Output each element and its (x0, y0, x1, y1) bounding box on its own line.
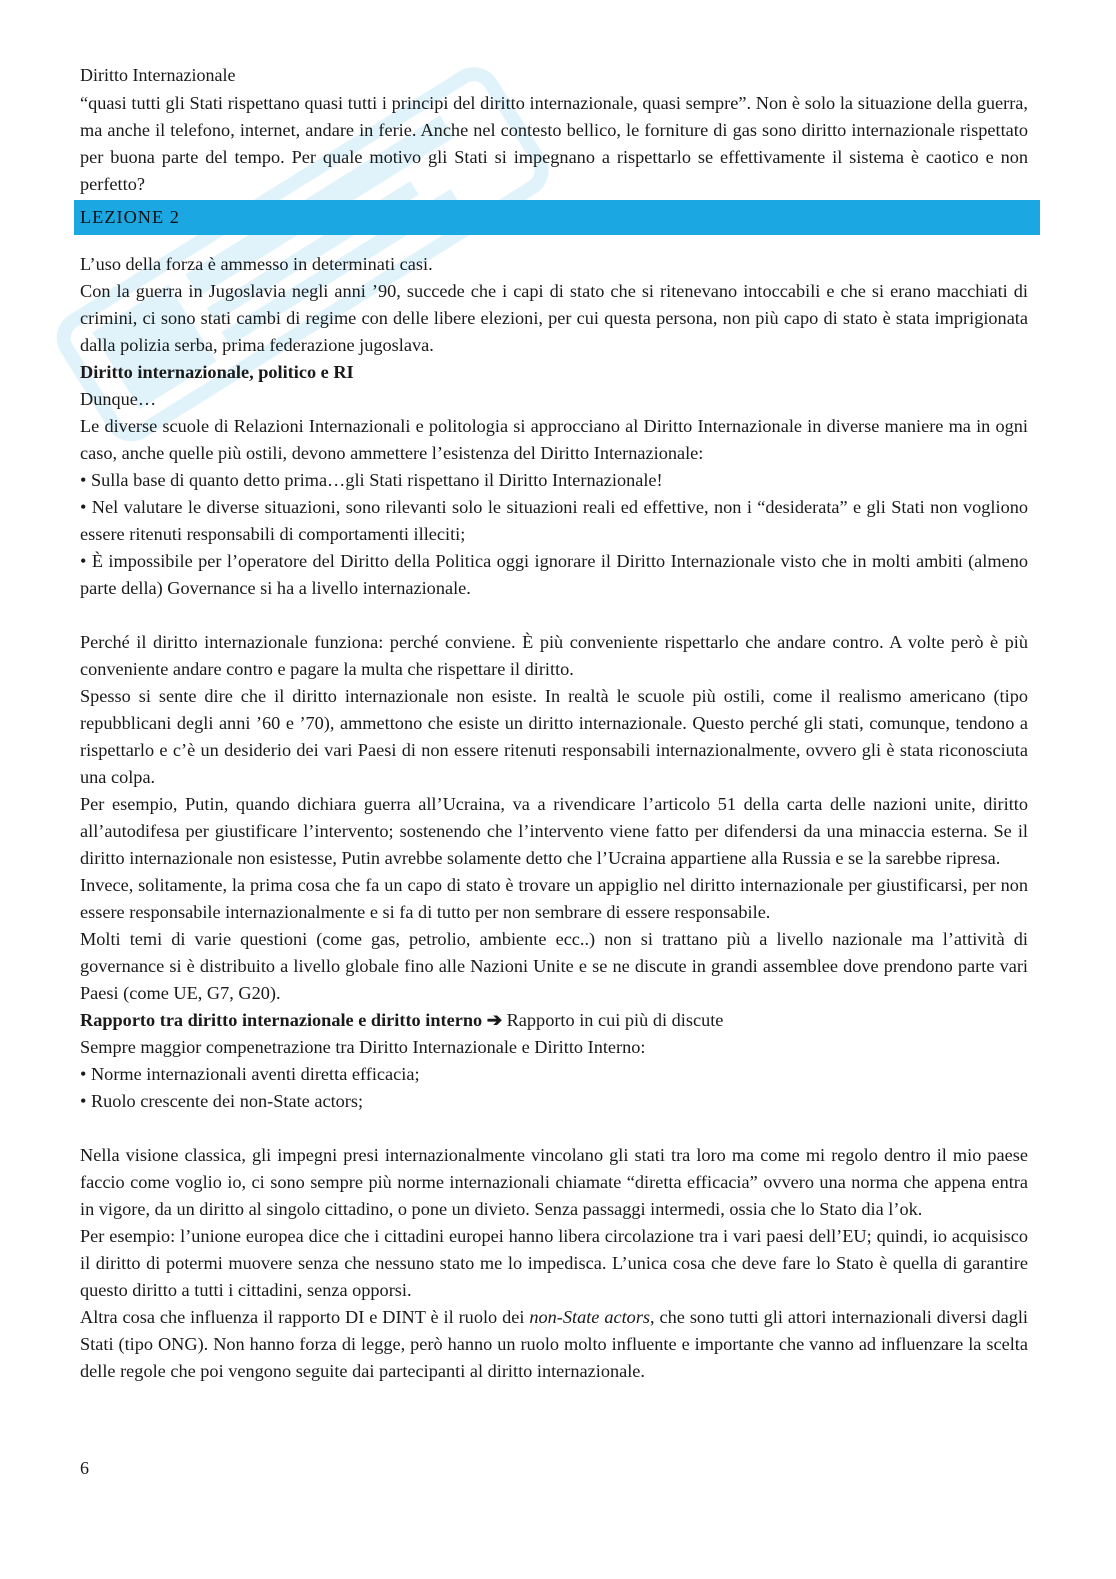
bullet-item: • Ruolo crescente dei non-State actors; (80, 1091, 364, 1111)
section2-p4: Spesso si sente dire che il diritto internazionale non esiste. In realtà le scuole più ostili, come il realismo americano (tipo repubblicani degli anni ’60 e ’70), ammettono che esiste un diritto internazionale. Questo perché gli stati, comunque, tendono a rispettarlo e c’è un desiderio dei vari Paesi di non essere ritenuti responsabili internazionalmente, ovvero gli è stata riconosciuta una colpa. (80, 686, 1028, 787)
section2-p5: Per esempio, Putin, quando dichiara guerra all’Ucraina, va a rivendicare l’articolo 51 della carta delle nazioni unite, diritto all’autodifesa per giustificare l’intervento; sostenendo che l’intervento viene fatto per difendersi da una minaccia esterna. Se il diritto internazionale non esistesse, Putin avrebbe solamente detto che l’Ucraina appartiene alla Russia e se la sarebbe ripresa. (80, 794, 1028, 868)
section3-p3: Per esempio: l’unione europea dice che i cittadini europei hanno libera circolazione tra i vari paesi dell’EU; quindi, io acquisisco il diritto di potermi muovere senza che nessuno stato me lo impedisca. L’unica cosa che deve fare lo Stato è quella di garantire questo diritto a tutti i cittadini, senza opporsi. (80, 1226, 1028, 1300)
arrow-right-icon: ➔ (486, 1010, 503, 1030)
document-page (80, 62, 1028, 1385)
section3-heading-rest: Rapporto in cui più di discute (506, 1010, 724, 1030)
section2-heading: Diritto internazionale, politico e RI (80, 362, 354, 382)
bullet-item: • Norme internazionali aventi diretta efficacia; (80, 1064, 420, 1084)
section1-p1: L’uso della forza è ammesso in determinati casi. (80, 254, 433, 274)
spacer (80, 1115, 1028, 1142)
section2-p7: Molti temi di varie questioni (come gas, petrolio, ambiente ecc..) non si trattano più a livello nazionale ma l’attività di governance si è distribuito a livello globale fino alle Nazioni Unite e se ne discute in grandi assemblee dove prendono parte vari Paesi (come UE, G7, G20). (80, 929, 1028, 1003)
section3-p4 (80, 1304, 1028, 1385)
lesson-title-bar: LEZIONE 2 (74, 200, 1040, 235)
bullet-item: • Sulla base di quanto detto prima…gli Stati rispettano il Diritto Internazionale! (80, 470, 663, 490)
bullet-item: • Nel valutare le diverse situazioni, sono rilevanti solo le situazioni reali ed effettive, non i “desiderata” e gli Stati non vogliono essere ritenuti responsabili di comportamenti illeciti; (80, 497, 1028, 544)
section2-p3: Perché il diritto internazionale funziona: perché conviene. È più conveniente rispettarlo che andare contro. A volte però è più conveniente andare contro e pagare la multa che rispettare il diritto. (80, 632, 1028, 679)
section3-heading (80, 1007, 1028, 1034)
section1-p2: Con la guerra in Jugoslavia negli anni ’90, succede che i capi di stato che si ritenevano intoccabili e che si erano macchiati di crimini, ci sono stati cambi di regime con delle libere elezioni, per cui questa persona, non più capo di stato è stata imprigionata dalla polizia serba, prima federazione jugoslava. (80, 281, 1028, 355)
spacer (80, 602, 1028, 629)
running-head: Diritto Internazionale (80, 65, 236, 85)
section2-p2: Le diverse scuole di Relazioni Internazionali e politologia si approcciano al Diritto Internazionale in diverse maniere ma in ogni caso, anche quelle più ostili, devono ammettere l’esistenza del Diritto Internazionale: (80, 416, 1028, 463)
section3-heading-bold: Rapporto tra diritto internazionale e diritto interno (80, 1010, 483, 1030)
section3-p1: Sempre maggior compenetrazione tra Diritto Internazionale e Diritto Interno: (80, 1037, 646, 1057)
bullet-item: • È impossibile per l’operatore del Diritto della Politica oggi ignorare il Diritto Internazionale visto che in molti ambiti (almeno parte della) Governance si ha a livello internazionale. (80, 551, 1028, 598)
page-number: 6 (80, 1458, 89, 1478)
section3-p2: Nella visione classica, gli impegni presi internazionalmente vincolano gli stati tra loro ma come mi regolo dentro il mio paese faccio come voglio io, ci sono sempre più norme internazionali chiamate “diretta efficacia” ovvero una norma che appena entra in vigore, da un diritto al singolo cittadino, o pone un divieto. Senza passaggi intermedi, ossia che lo Stato dia l’ok. (80, 1145, 1028, 1219)
section2-p6: Invece, solitamente, la prima cosa che fa un capo di stato è trovare un appiglio nel diritto internazionale per giustificarsi, per non essere responsabile internazionalmente e si fa di tutto per non sembrare di essere responsabile. (80, 875, 1028, 922)
p4-text-after: , che sono tutti gli attori internazionali diversi dagli Stati (tipo ONG). Non hanno forza di legge, però hanno un ruolo molto influente e importante che vanno ad influenzare la scelta delle regole che poi vengono seguite dai partecipanti al diritto internazionale. (80, 1307, 1028, 1381)
p4-text-before: Altra cosa che influenza il rapporto DI e DINT è il ruolo dei (80, 1307, 530, 1327)
section2-p1: Dunque… (80, 389, 157, 409)
intro-paragraph: “quasi tutti gli Stati rispettano quasi tutti i principi del diritto internazionale, quasi sempre”. Non è solo la situazione della guerra, ma anche il telefono, internet, andare in ferie. Anche nel contesto bellico, le forniture di gas sono diritto internazionale rispettato per buona parte del tempo. Per quale motivo gli Stati si impegnano a rispettarlo se effettivamente il sistema è caotico e non perfetto? (80, 93, 1028, 194)
non-state-actors-term: non-State actors (529, 1307, 651, 1327)
